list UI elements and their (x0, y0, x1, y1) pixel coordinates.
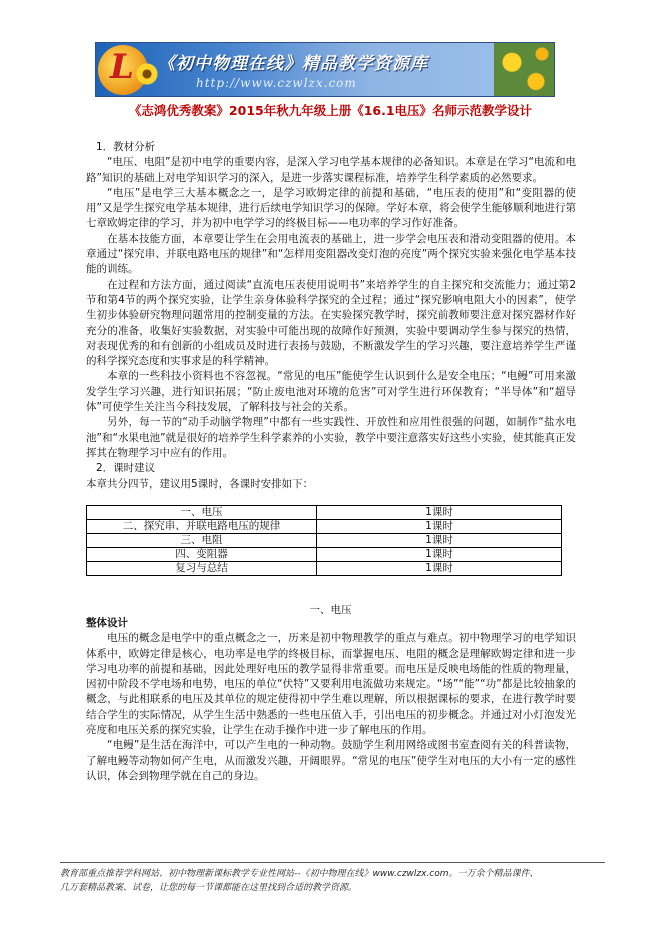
document-title: 《志鸿优秀教案》2015年秋九年级上册《16.1电压》名师示范教学设计 (128, 103, 533, 118)
table-cell-hours: 1课时 (317, 562, 562, 576)
site-banner[interactable] (95, 42, 555, 97)
table-row (87, 562, 562, 576)
paragraph: 在基本技能方面，本章要让学生在会用电流表的基础上，进一步学会电压表和滑动变阻器的使用。本章通过“探究串、并联电路电压的规律”和“怎样用变阻器改变灯泡的亮度”两个探究实验来强化电学基本技能的训练。 (86, 232, 576, 276)
table-row (87, 534, 562, 548)
table-cell-hours: 1课时 (317, 534, 562, 548)
table-cell-topic: 二、探究串、并联电路电压的规律 (87, 520, 317, 534)
paragraph: 本章的一些科技小资料也不容忽视。“常见的电压”能使学生认识到什么是安全电压；“电鳗”可用来激发学生学习兴趣，进行知识拓展；“防止废电池对环境的危害”可对学生进行环保教育；“半导体”和“超导体”可使学生关注当今科技发展，了解科技与社会的关系。 (86, 370, 576, 414)
table-row (87, 548, 562, 562)
table-cell-topic: 复习与总结 (87, 562, 317, 576)
paragraph: “电鳗”是生活在海洋中，可以产生电的一种动物。鼓励学生利用网络或图书室查阅有关的科普读物，了解电鳗等动物如何产生电，从而激发兴趣，开阔眼界。“常见的电压”使学生对电压的大小有一定的感性认识，体会到物理学就在自己的身边。 (86, 739, 576, 782)
table-cell-topic: 三、电阻 (87, 534, 317, 548)
table-row (87, 506, 562, 520)
page-footer (60, 862, 605, 895)
logo-letter: L (110, 47, 134, 87)
table-cell-topic: 一、电压 (87, 506, 317, 520)
banner-url[interactable]: http://www.czwlzx.com (196, 76, 357, 90)
paragraph: 在过程和方法方面，通过阅读“直流电压表使用说明书”来培养学生的自主探究和交流能力；通过第2节和第4节的两个探究实验，让学生亲身体验科学探究的全过程；通过“探究影响电阻大小的因素”，使学生初步体验研究物理问题常用的控制变量的方法。在实验探究教学时，探究前教师要注意对探究器材作好充分的准备，收集好实验数据，对实验中可能出现的故障作好预测，实验中要调动学生参与探究的热情，对表现优秀的和有创新的小组成员及时进行表扬与鼓励，不断激发学生的学习兴趣，要注意培养学生严谨的科学探究态度和实事求是的科学精神。 (86, 278, 576, 368)
table-cell-hours: 1课时 (317, 506, 562, 520)
textbook-analysis-section (86, 140, 576, 492)
footer-line: 教育部重点推荐学科网站、初中物理新课标教学专业性网站--《初中物理在线》www.czwlzx.com。一万余个精品课件、 (60, 869, 539, 879)
table-cell-topic: 四、变阻器 (87, 548, 317, 562)
paragraph: “电压、电阻”是初中电学的重要内容，是深入学习电学基本规律的必备知识。本章是在学习“电流和电路”知识的基础上对电学知识学习的深入，是进一步落实课程标准，培养学生科学素质的必然要求。 (86, 156, 576, 184)
sunflowers-image (494, 43, 554, 97)
banner-title: 《初中物理在线》精品教学资源库 (158, 54, 428, 74)
section-heading: 1．教材分析 (96, 141, 156, 153)
lesson-schedule-table (86, 505, 562, 576)
table-cell-hours: 1课时 (317, 548, 562, 562)
sunflower-icon (136, 63, 158, 85)
paragraph: “电压”是电学三大基本概念之一，是学习欧姆定律的前提和基础，“电压表的使用”和“变阻器的使用”又是学生探究电学基本规律，进行后续电学知识学习的保障。学好本章，将会使学生能够顺利地进行第七章欧姆定律的学习，并为初中电学学习的终极目标——电功率的学习作好准备。 (86, 186, 576, 230)
table-cell-hours: 1课时 (317, 520, 562, 534)
lesson-title: 一、电压 (309, 604, 352, 616)
paragraph: 电压的概念是电学中的重点概念之一，历来是初中物理教学的重点与难点。初中物理学习的电学知识体系中，欧姆定律是核心，电功率是电学的终极目标，而掌握电压、电阻的概念是理解欧姆定律和进一步学习电功率的前提和基础，因此处理好电压的教学显得非常重要。而电压是反映电场能的性质的物理量，因初中阶段不学电场和电势，电压的单位“伏特”又要利用电流做功来规定。“场”“能”“功”都是比较抽象的概念，与此相联系的电压及其单位的规定使得初中学生难以理解，所以根据课标的要求，在进行教学时要结合学生的实际情况，从学生生活中熟悉的一些电压值入手，引出电压的初步概念。并通过对小灯泡发光亮度和电压关系的探究实验，让学生在动手操作中进一步了解电压的作用。 (86, 632, 577, 737)
schedule-intro: 本章共分四节，建议用5课时，各课时安排如下： (86, 477, 314, 490)
design-heading: 整体设计 (86, 617, 128, 629)
paragraph: 另外，每一节的“动手动脑学物理”中都有一些实践性、开放性和应用性很强的问题，如制作“盐水电池”和“水果电池”就是很好的培养学生科学素养的小实验，教学中要注意落实好这些小实验，使其能真正发挥其在物理学习中应有的作用。 (86, 416, 576, 459)
section-heading: 2．课时建议 (96, 462, 156, 475)
table-row (87, 520, 562, 534)
footer-line: 几万套精品教案、试卷，让您的每一节课都能在这里找到合适的教学资源。 (60, 883, 358, 893)
lesson-design-section (86, 616, 576, 784)
